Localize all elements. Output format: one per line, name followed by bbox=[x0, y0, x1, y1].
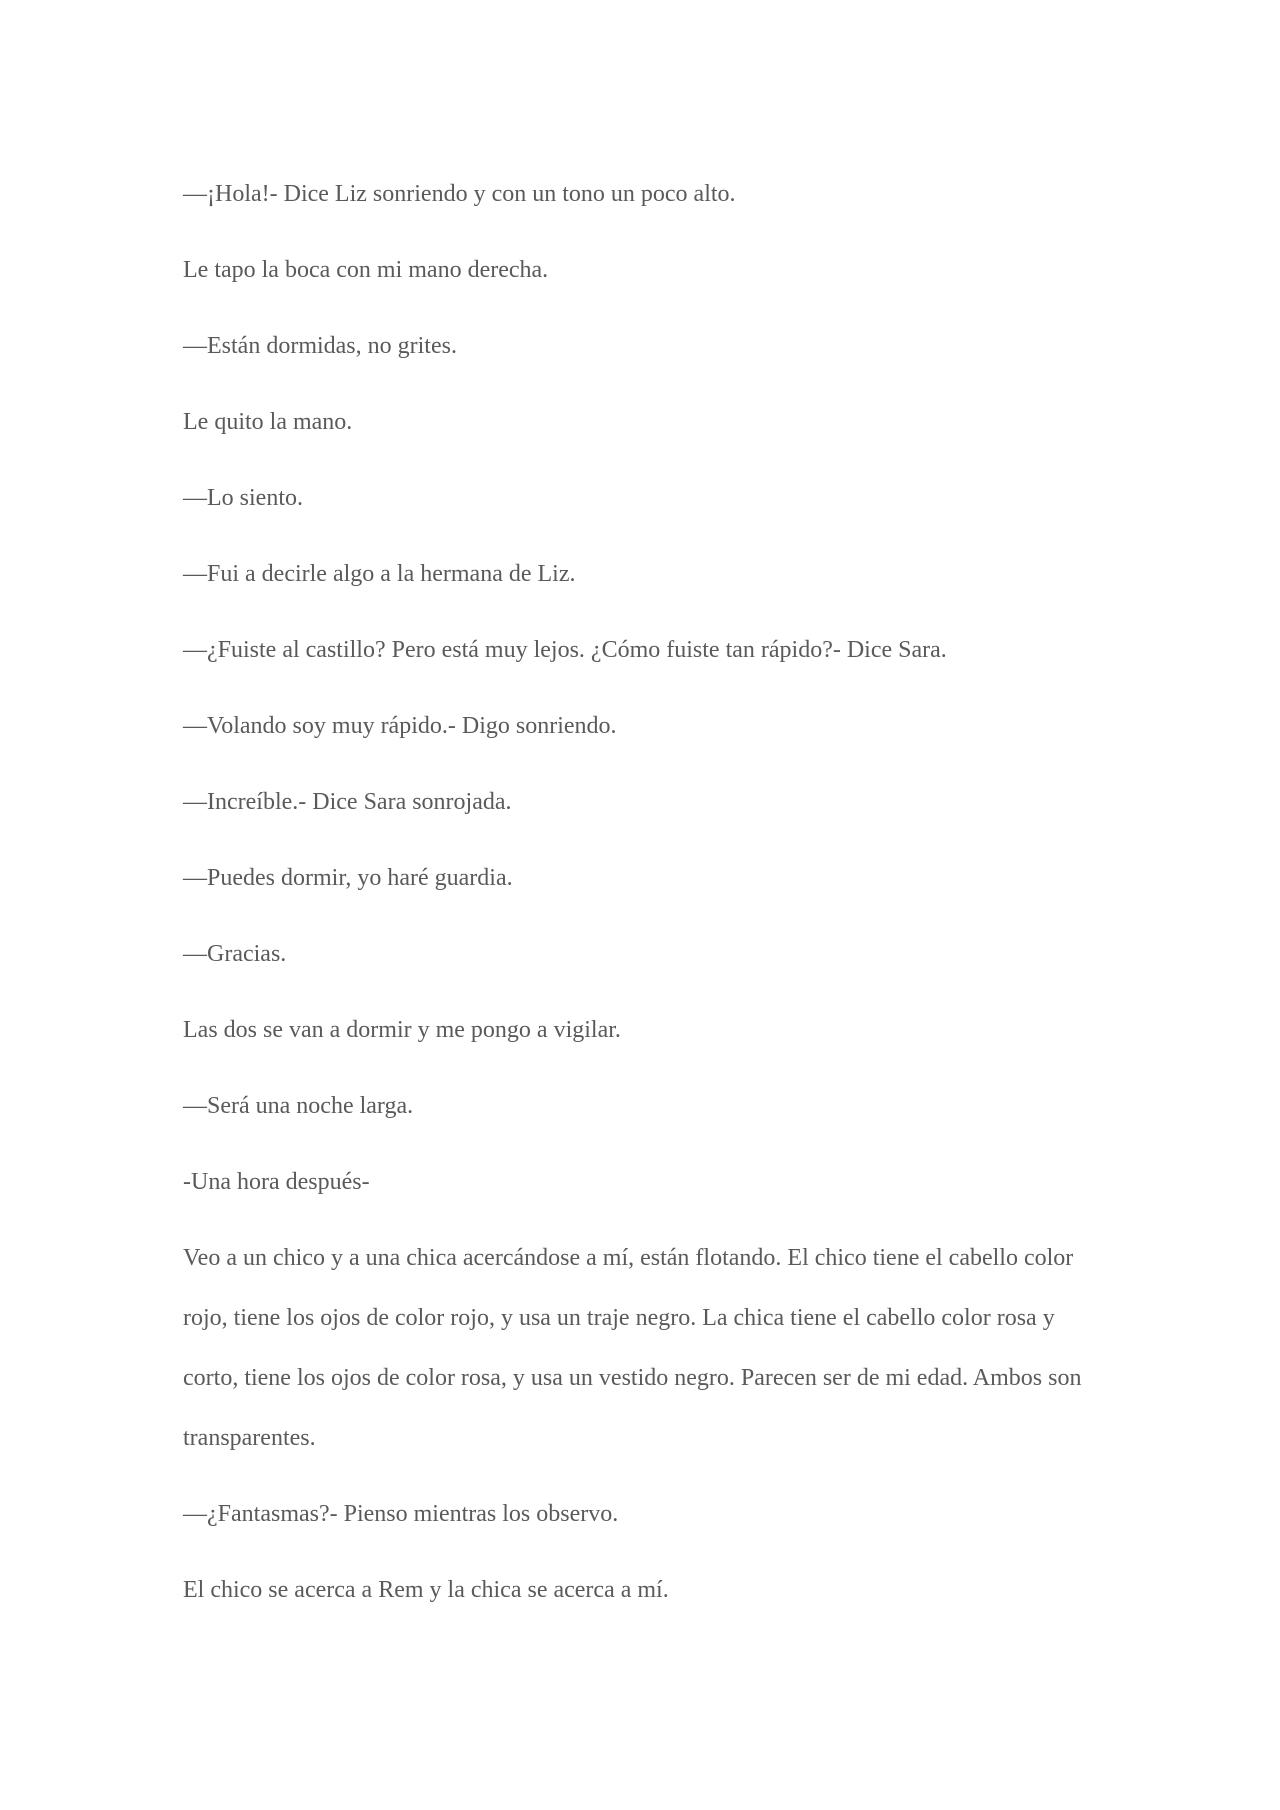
paragraph: —Fui a decirle algo a la hermana de Liz. bbox=[183, 561, 576, 587]
paragraph: El chico se acerca a Rem y la chica se acerca a mí. bbox=[183, 1577, 669, 1603]
paragraph: Las dos se van a dormir y me pongo a vigilar. bbox=[183, 1017, 621, 1043]
paragraph: Le tapo la boca con mi mano derecha. bbox=[183, 257, 549, 283]
paragraph: Le quito la mano. bbox=[183, 409, 353, 435]
paragraph: —Volando soy muy rápido.- Digo sonriendo. bbox=[183, 713, 617, 739]
paragraph: —¿Fuiste al castillo? Pero está muy lejos. ¿Cómo fuiste tan rápido?- Dice Sara. bbox=[183, 637, 947, 663]
paragraph: -Una hora después- bbox=[183, 1169, 370, 1195]
story-text bbox=[183, 179, 1113, 1651]
paragraph: —Puedes dormir, yo haré guardia. bbox=[183, 865, 513, 891]
paragraph: —¡Hola!- Dice Liz sonriendo y con un tono un poco alto. bbox=[183, 181, 736, 207]
paragraph: —Increíble.- Dice Sara sonrojada. bbox=[183, 789, 512, 815]
paragraph: —Gracias. bbox=[183, 941, 287, 967]
paragraph: —Lo siento. bbox=[183, 485, 303, 511]
paragraph: —Será una noche larga. bbox=[183, 1093, 414, 1119]
paragraph: Veo a un chico y a una chica acercándose a mí, están flotando. El chico tiene el cabello color rojo, tiene los ojos de color rojo, y usa un traje negro. La chica tiene el cabello color rosa y corto, tiene los ojos de color rosa, y usa un vestido negro. Parecen ser de mi edad. Ambos son transparentes. bbox=[183, 1245, 1082, 1451]
paragraph: —¿Fantasmas?- Pienso mientras los observo. bbox=[183, 1501, 619, 1527]
paragraph: —Están dormidas, no grites. bbox=[183, 333, 457, 359]
